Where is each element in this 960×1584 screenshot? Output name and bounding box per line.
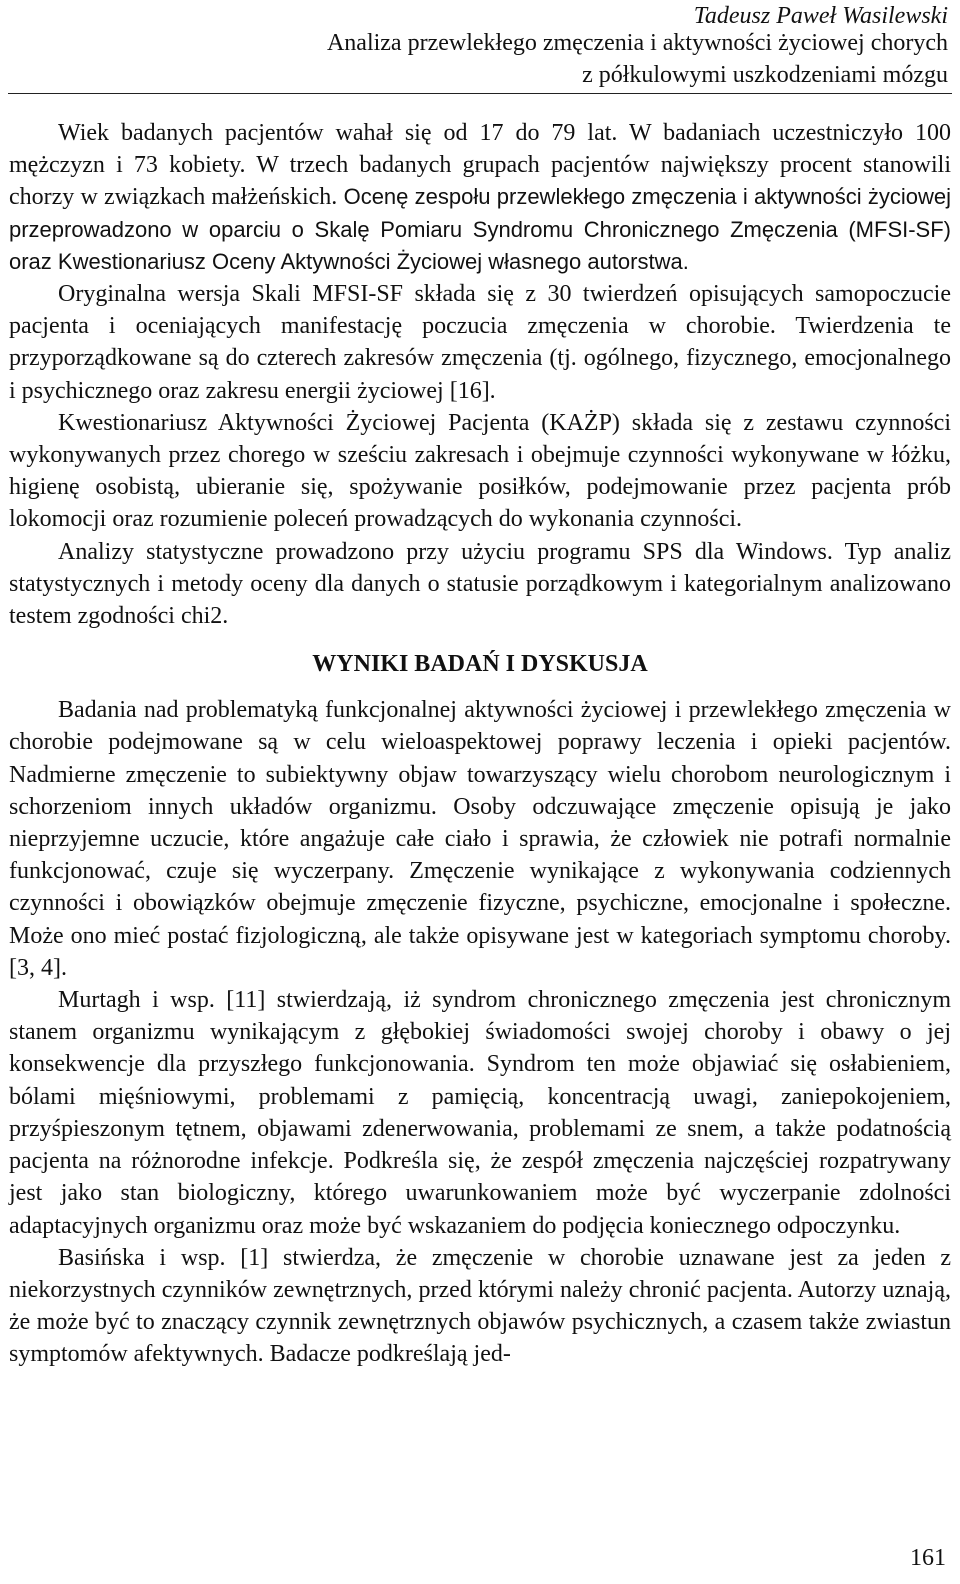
page-body	[9, 117, 951, 1371]
section-heading: WYNIKI BADAŃ I DYSKUSJA	[312, 651, 648, 678]
paragraph-kazp: Kwestionariusz Aktywności Życiowej Pacjenta (KAŻP) składa się z zestawu czynności wykonywanych przez chorego w sześciu zakresach i obejmuje czynności wykonywane w łóżku, higienę osobistą, ubieranie się, spożywanie posiłków, podejmowanie przez pacjenta prób lokomocji oraz rozumienie poleceń prowadzących do wykonania czynności.	[9, 409, 951, 533]
header-title-line-2: z półkulowymi uszkodzeniami mózgu	[582, 62, 948, 88]
paragraph-participants-sans-text: Ocenę zespołu przewlekłego zmęczenia i aktywności życiowej przeprowadzono w oparciu o Skalę Pomiaru Syndromu Chronicznego Zmęczenia (MFSI-SF) oraz Kwestionariusz Oceny Aktywności Życiowej własnego autorstwa.	[9, 184, 952, 274]
paragraph-results-3: Basińska i wsp. [1] stwierdza, że zmęczenie w chorobie uznawane jest za jeden z niekorzystnych czynników zewnętrznych, przed którymi należy chronić pacjenta. Autorzy uznają, że może być to znaczący czynnik zewnętrznych objawów psychicznych, a czasem także zwiastun symptomów afektywnych. Badacze podkreślają jed-	[9, 1244, 951, 1368]
paragraph-participants-text: Wiek badanych pacjentów wahał się od 17 do 79 lat. W badaniach uczestniczyło 100 mężczyzn i 73 kobiety. W trzech badanych grupach pacjentów największy procent stanowili chorzy w związkach małżeńskich.	[9, 120, 951, 211]
header-title-line-1: Analiza przewlekłego zmęczenia i aktywności życiowej chorych	[326, 30, 948, 56]
paragraph-participants	[9, 117, 951, 278]
paragraph-mfsi-sf: Oryginalna wersja Skali MFSI-SF składa się z 30 twierdzeń opisujących samopoczucie pacjenta i oceniających manifestację poczucia zmęczenia w chorobie. Twierdzenia te przyporządkowane są do czterech zakresów zmęczenia (tj. ogólnego, fizycznego, emocjonalnego i psychicznego oraz zakresu energii życiowej [16].	[9, 281, 951, 404]
page-number: 161	[910, 1545, 946, 1571]
paragraph-statistics: Analizy statystyczne prowadzono przy użyciu programu SPS dla Windows. Typ analiz statystycznych i metody oceny dla danych o statusie porządkowym i kategorialnym analizowano testem zgodności chi2.	[9, 538, 951, 630]
page-header	[0, 0, 960, 94]
paragraph-results-1: Badania nad problematyką funkcjonalnej aktywności życiowej i przewlekłego zmęczenia w chorobie podejmowane są w celu wieloaspektowej poprawy leczenia i opieki pacjentów. Nadmierne zmęczenie to subiektywny objaw towarzyszący wielu chorobom neurologicznym i schorzeniom innych układów organizmu. Osoby odczuwające zmęczenie opisują je jako nieprzyjemne uczucie, które angażuje całe ciało i sprawia, że człowiek nie potrafi normalnie funkcjonować, czuje się wyczerpany. Zmęczenie wynikające z wykonywania codziennych czynności i obowiązków obejmuje zmęczenie fizyczne, psychiczne, emocjonalne i społeczne. Może ono mieć postać fizjologiczną, ale także opisywane jest w kategoriach symptomu choroby. [3, 4].	[9, 697, 951, 981]
header-author: Tadeusz Paweł Wasilewski	[693, 3, 948, 29]
paragraph-results-2: Murtagh i wsp. [11] stwierdzają, iż syndrom chronicznego zmęczenia jest chronicznym stanem organizmu wynikającym z głębokiej świadomości swojej choroby i obawy o jej konsekwencje dla przyszłego funkcjonowania. Syndrom ten może objawiać się osłabieniem, bólami mięśniowymi, problemami z pamięcią, koncentracją uwagi, zaniepokojeniem, przyśpieszonym tętnem, objawami zdenerwowania, problemami ze snem, a także podatnością pacjenta na różnorodne infekcje. Podkreśla się, że zespół zmęczenia najczęściej rozpatrywany jest jako stan biologiczny, którego uwarunkowaniem może być wyczerpanie zdolności adaptacyjnych organizmu oraz może być wskazaniem do podjęcia koniecznego odpoczynku.	[9, 987, 951, 1239]
header-divider	[8, 93, 952, 94]
